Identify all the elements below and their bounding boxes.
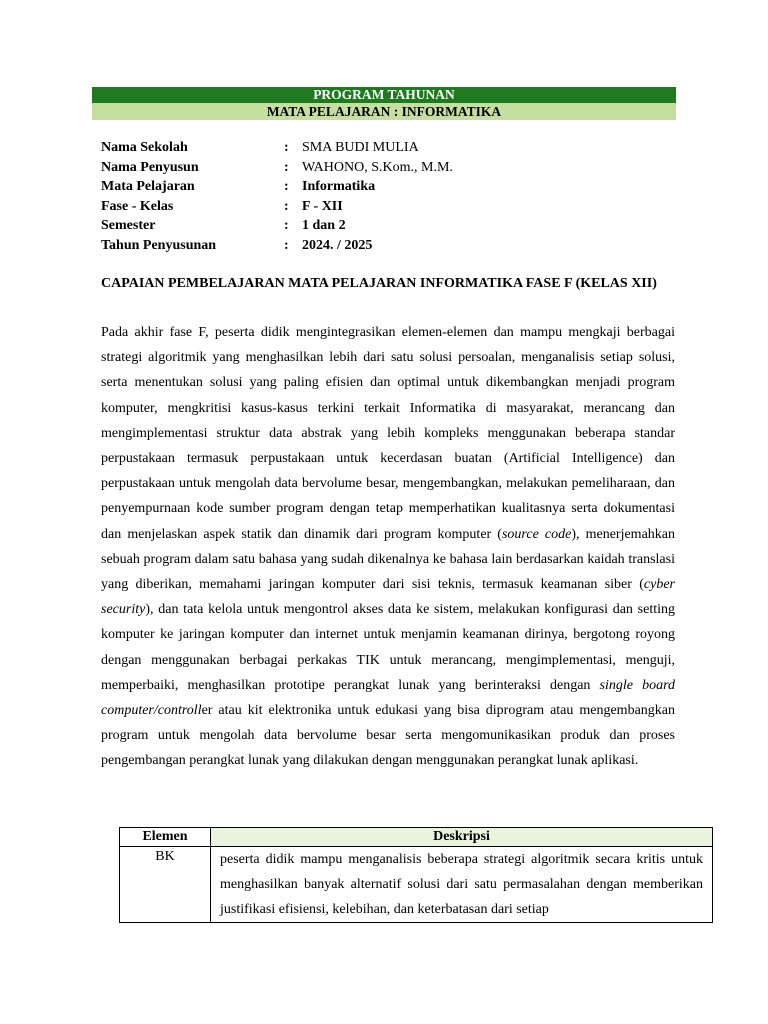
table-row	[120, 847, 713, 923]
elemen-cell: BK	[120, 847, 211, 923]
info-value: SMA BUDI MULIA	[302, 140, 419, 155]
info-label: Mata Pelajaran	[101, 179, 195, 194]
info-colon: :	[284, 198, 289, 214]
document-title: PROGRAM TAHUNAN	[92, 87, 676, 103]
info-value: 1 dan 2	[302, 218, 346, 233]
deskripsi-cell: peserta didik mampu menganalisis beberapa strategi algoritmik secara kritis untuk menghasilkan banyak alternatif solusi dari satu permasalahan dengan memberikan justifikasi efisiensi, kelebihan, dan keterbatasan dari setiap	[211, 847, 713, 923]
info-row-semester	[101, 216, 681, 236]
info-value: WAHONO, S.Kom., M.M.	[302, 159, 453, 175]
info-colon: :	[284, 179, 289, 194]
info-label: Fase - Kelas	[101, 198, 174, 214]
italic-term: single board computer/controll	[101, 677, 676, 719]
italic-term: source code	[501, 526, 572, 542]
info-row-mata-pelajaran	[101, 177, 681, 197]
section-heading: CAPAIAN PEMBELAJARAN MATA PELAJARAN INFORMATIKA FASE F (KELAS XII)	[101, 276, 657, 291]
info-label: Nama Penyusun	[101, 159, 199, 175]
paragraph-text: Pada akhir fase F, peserta didik mengintegrasikan elemen-elemen dan mampu mengkaji berbagai strategi algoritmik yang menghasilkan lebih dari satu solusi persoalan, menganalisis setiap solusi, serta menentukan solusi yang paling efisien dan optimal untuk dikembangkan menjadi program komputer, mengkritisi kasus-kasus terkini terkait Informatika di masyarakat, merancang dan mengimplementasi struktur data abstrak yang lebih kompleks menggunakan beberapa standar perpustakaan termasuk perpustakaan untuk kecerdasan buatan (Artificial Intelligence) dan perpustakaan untuk mengolah data bervolume besar, mengembangkan, melakukan pemeliharaan, dan penyempurnaan kode sumber program dengan tetap memperhatikan kualitasnya serta dokumentasi dan menjelaskan aspek statik dan dinamik dari program komputer (	[101, 325, 675, 542]
column-header-deskripsi: Deskripsi	[211, 828, 713, 847]
info-block	[101, 138, 681, 255]
info-colon: :	[284, 218, 289, 233]
info-value: F - XII	[302, 198, 343, 214]
info-colon: :	[284, 140, 289, 155]
paragraph-text: ), menerjemahkan sebuah program dalam satu bahasa yang sudah dikenalnya ke bahasa lain berdasarkan kaidah translasi yang diberikan, memahami jaringan komputer dari sisi teknis, termasuk keamanan siber (	[101, 526, 675, 593]
info-value: Informatika	[302, 179, 376, 194]
info-colon: :	[284, 159, 289, 175]
italic-term: cyber security	[101, 577, 675, 618]
info-row-nama-penyusun	[101, 158, 681, 178]
elemen-table	[119, 827, 713, 923]
info-label: Nama Sekolah	[101, 140, 188, 155]
info-row-fase-kelas	[101, 197, 681, 217]
body-paragraph	[101, 320, 675, 774]
info-value: 2024. / 2025	[302, 237, 373, 253]
info-label: Tahun Penyusunan	[101, 237, 217, 253]
info-row-nama-sekolah	[101, 138, 681, 158]
table-header-row	[120, 828, 713, 847]
paragraph-text: er atau kit elektronika untuk edukasi yang bisa diprogram atau mengembangkan program untuk mengolah data bervolume besar serta mengomunikasikan produk dan proses pengembangan perangkat lunak yang dilakukan dengan menggunakan perangkat lunak aplikasi.	[101, 703, 675, 769]
info-row-tahun-penyusunan	[101, 236, 681, 256]
info-colon: :	[284, 237, 289, 253]
paragraph-text: ), dan tata kelola untuk mengontrol akses data ke sistem, melakukan konfigurasi dan setting komputer ke jaringan komputer dan internet untuk menjamin keamanan dirinya, bergotong royong dengan menggunakan berbagai perkakas TIK untuk merancang, mengimplementasi, menguji, memperbaiki, menghasilkan prototipe perangkat lunak yang berinteraksi dengan	[101, 602, 675, 693]
document-subtitle: MATA PELAJARAN : INFORMATIKA	[92, 103, 676, 120]
info-label: Semester	[101, 218, 156, 233]
column-header-elemen: Elemen	[120, 828, 211, 847]
